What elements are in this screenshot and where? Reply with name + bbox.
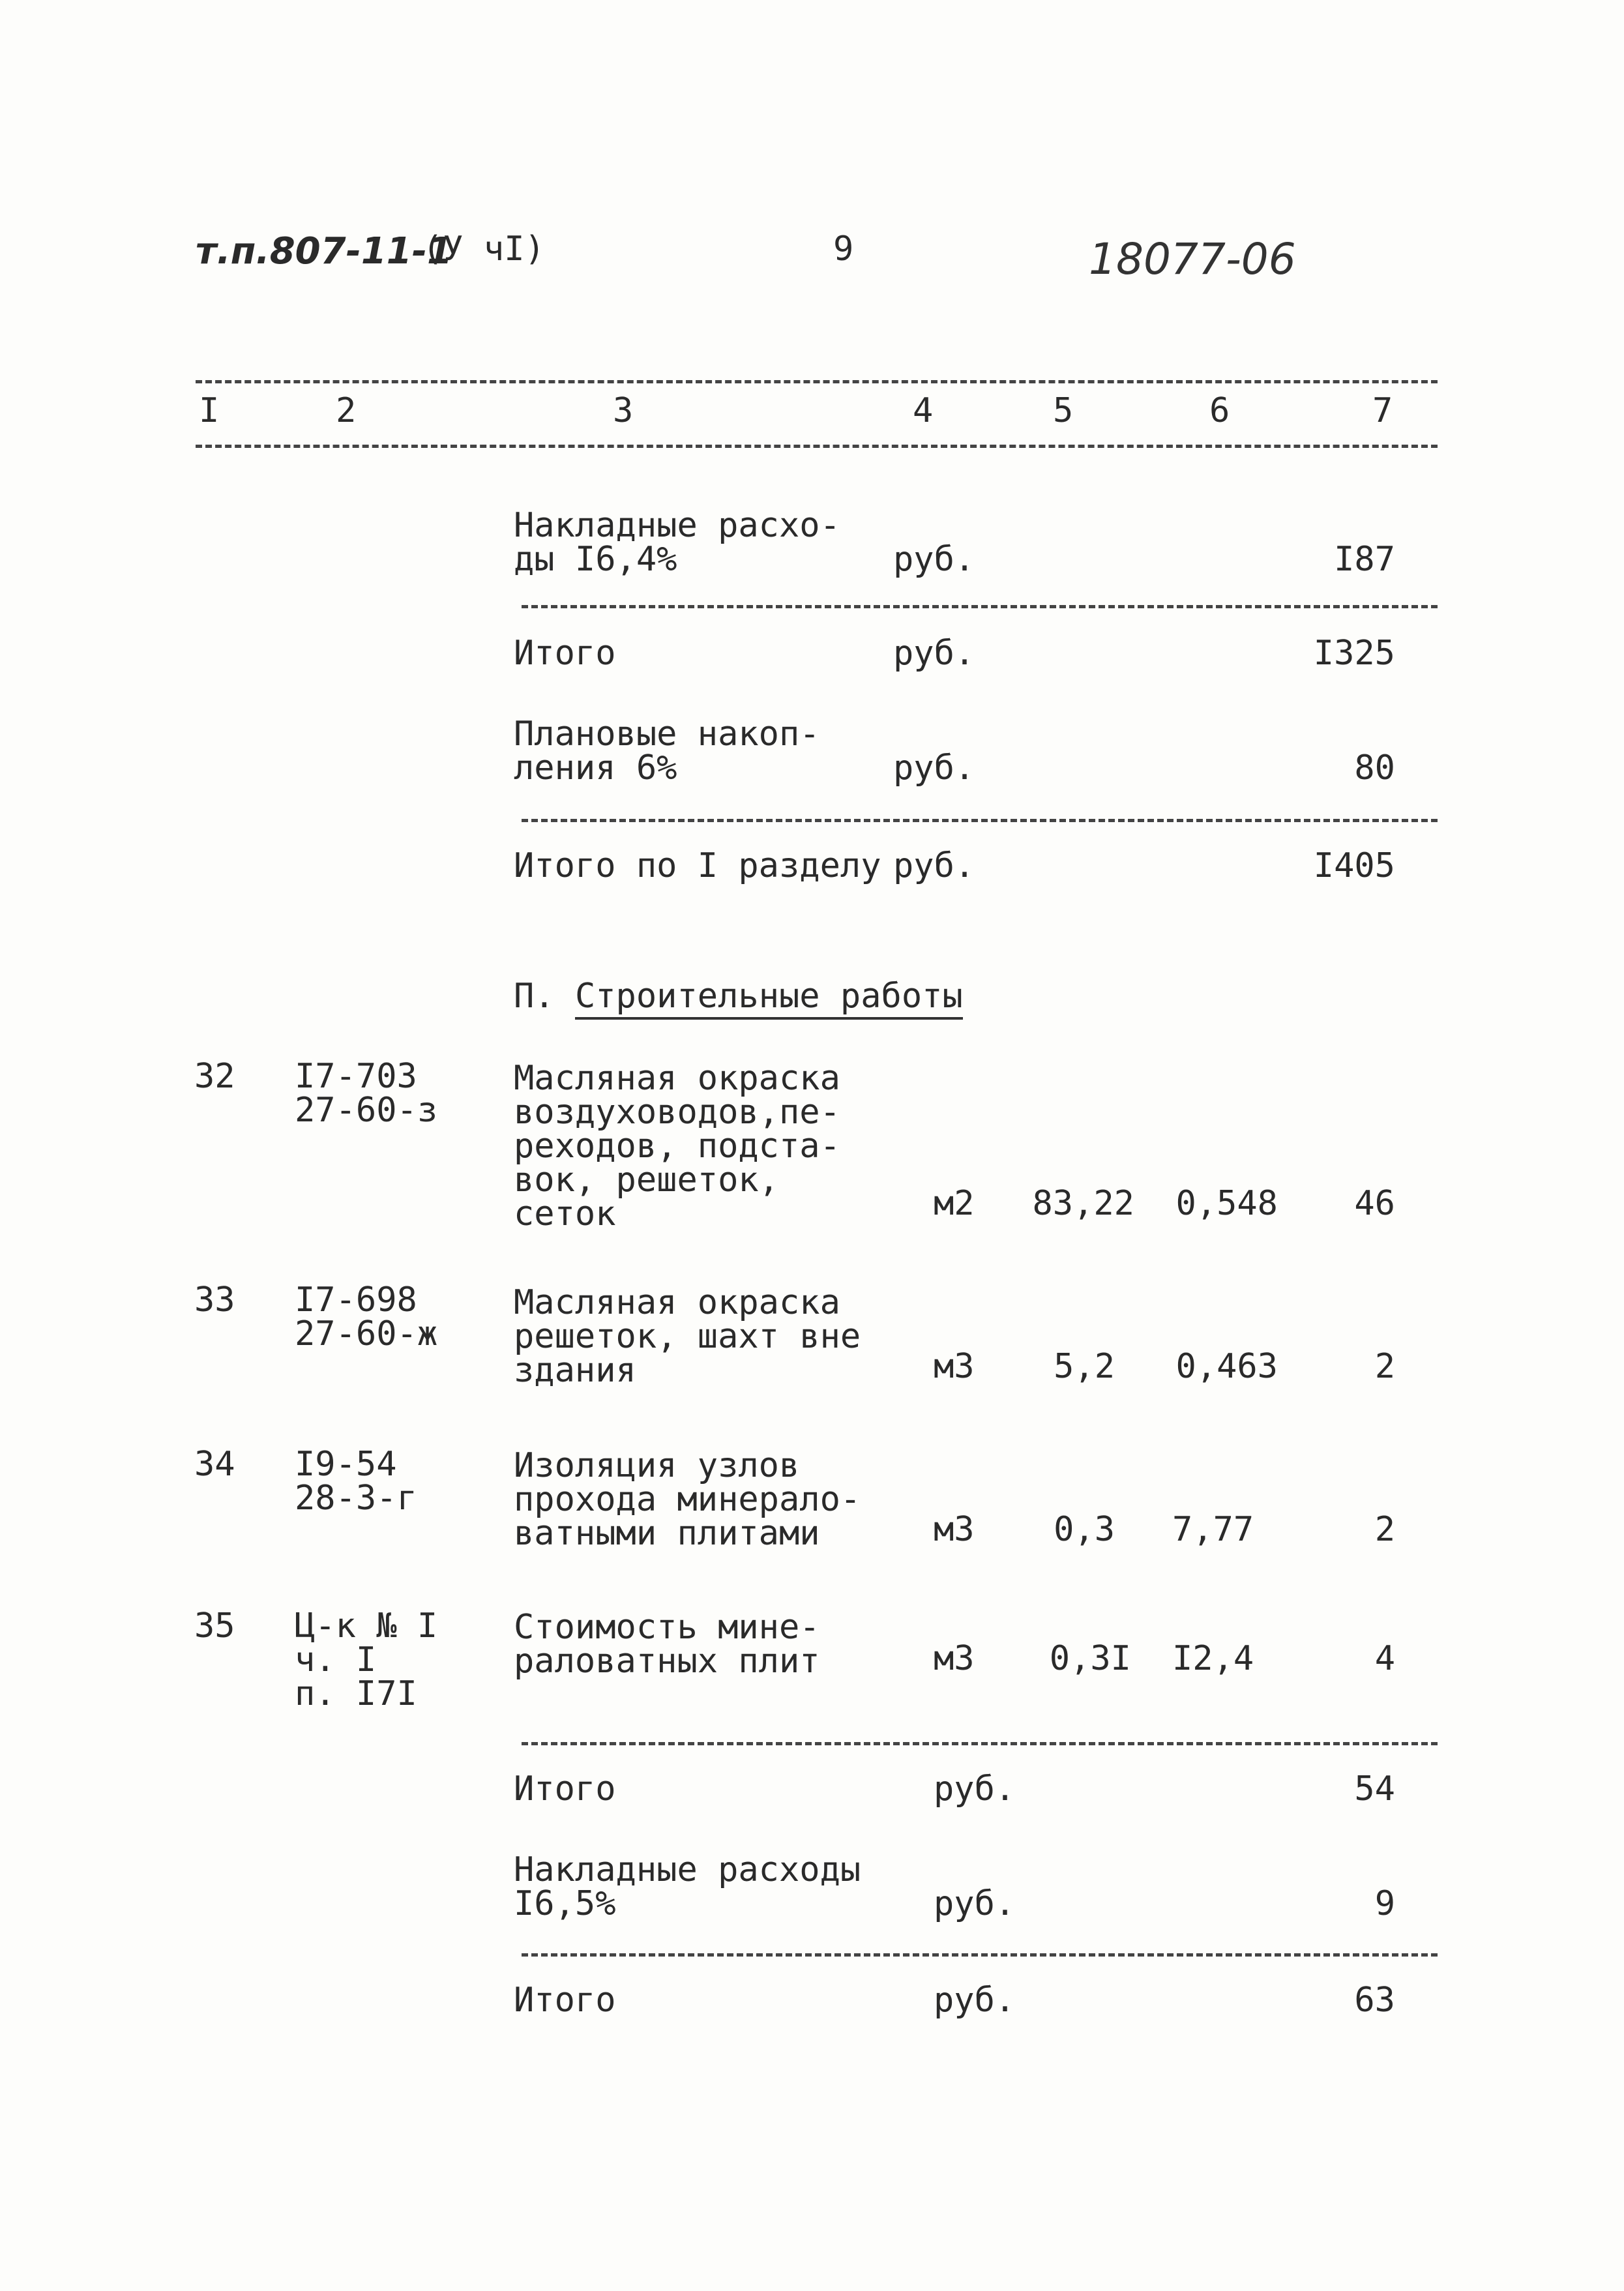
section-number: П. (514, 977, 555, 1016)
subtotal-total: I325 (1313, 634, 1395, 673)
row-description: Масляная окраска решеток, шахт вне здания (514, 1283, 861, 1390)
section2-total-unit: руб. (934, 1981, 1016, 2020)
rule (522, 1742, 1438, 1745)
row-unit: м3 (934, 1510, 975, 1549)
section2-overhead-total: 9 (1374, 1884, 1395, 1923)
row-description: Масляная окраска воздуховодов,пе- реходов, подста- вок, решеток, сеток (514, 1059, 840, 1234)
row-description: Изоляция узлов прохода минерало- ватными плитами (514, 1446, 861, 1553)
row-number: 33 (194, 1280, 235, 1320)
header-top-rule (196, 380, 1438, 383)
row-description: Стоимость мине- раловатных плит (514, 1608, 820, 1681)
rule (522, 819, 1438, 822)
section-heading (514, 977, 963, 1016)
row-price: 7,77 (1172, 1510, 1254, 1549)
overhead-unit: руб. (893, 540, 975, 579)
row-code: Ц-к № I ч. I п. I7I (295, 1606, 438, 1713)
row-unit: м3 (934, 1639, 975, 1678)
subtotal-unit: руб. (893, 634, 975, 673)
row-quantity: 5,2 (1054, 1347, 1115, 1386)
row-total: 2 (1374, 1510, 1395, 1549)
row-unit: м2 (934, 1184, 975, 1223)
section1-total-unit: руб. (893, 846, 975, 885)
section2-overhead-label: Накладные расходы I6,5% (514, 1850, 861, 1923)
row-price: 0,548 (1175, 1184, 1278, 1223)
row-unit: м3 (934, 1347, 975, 1386)
section-title: Строительные работы (575, 977, 963, 1020)
rule (522, 1953, 1438, 1957)
subtotal-label: Итого (514, 634, 616, 673)
column-header-2: 2 (336, 391, 357, 430)
row-number: 34 (194, 1445, 235, 1484)
column-header-3: 3 (613, 391, 634, 430)
column-header-7: 7 (1372, 391, 1393, 430)
row-code: I7-698 27-60-ж (295, 1280, 438, 1353)
row-quantity: 83,22 (1032, 1184, 1134, 1223)
column-header-4: 4 (913, 391, 934, 430)
document-part: (У чI) (422, 229, 545, 269)
section2-subtotal-total: 54 (1354, 1769, 1395, 1809)
planned-savings-label: Плановые накоп- ления 6% (514, 715, 820, 788)
handwritten-stamp: 18077-06 (1089, 234, 1296, 284)
section2-total-label: Итого (514, 1981, 616, 2020)
overhead-total: I87 (1334, 540, 1395, 579)
row-total: 46 (1354, 1184, 1395, 1223)
section2-total-value: 63 (1354, 1981, 1395, 2020)
row-number: 35 (194, 1606, 235, 1646)
planned-savings-total: 80 (1354, 748, 1395, 788)
row-total: 2 (1374, 1347, 1395, 1386)
section1-total-value: I405 (1313, 846, 1395, 885)
section2-subtotal-unit: руб. (934, 1769, 1016, 1809)
row-quantity: 0,3I (1049, 1639, 1131, 1678)
row-code: I9-54 28-3-г (295, 1445, 417, 1518)
rule (522, 605, 1438, 608)
column-header-5: 5 (1053, 391, 1074, 430)
row-quantity: 0,3 (1054, 1510, 1115, 1549)
section2-subtotal-label: Итого (514, 1769, 616, 1809)
row-price: I2,4 (1172, 1639, 1254, 1678)
column-header-6: 6 (1209, 391, 1230, 430)
overhead-label: Накладные расхо- ды I6,4% (514, 506, 840, 579)
section1-total-label: Итого по I разделу (514, 846, 881, 885)
section2-overhead-unit: руб. (934, 1884, 1016, 1923)
row-number: 32 (194, 1057, 235, 1096)
document-code: т.п.807-11-1 (196, 230, 452, 273)
row-total: 4 (1374, 1639, 1395, 1678)
header-bottom-rule (196, 445, 1438, 448)
page-number: 9 (833, 229, 854, 269)
row-price: 0,463 (1175, 1347, 1278, 1386)
column-header-1: I (199, 391, 220, 430)
planned-savings-unit: руб. (893, 748, 975, 788)
row-code: I7-703 27-60-з (295, 1057, 438, 1130)
